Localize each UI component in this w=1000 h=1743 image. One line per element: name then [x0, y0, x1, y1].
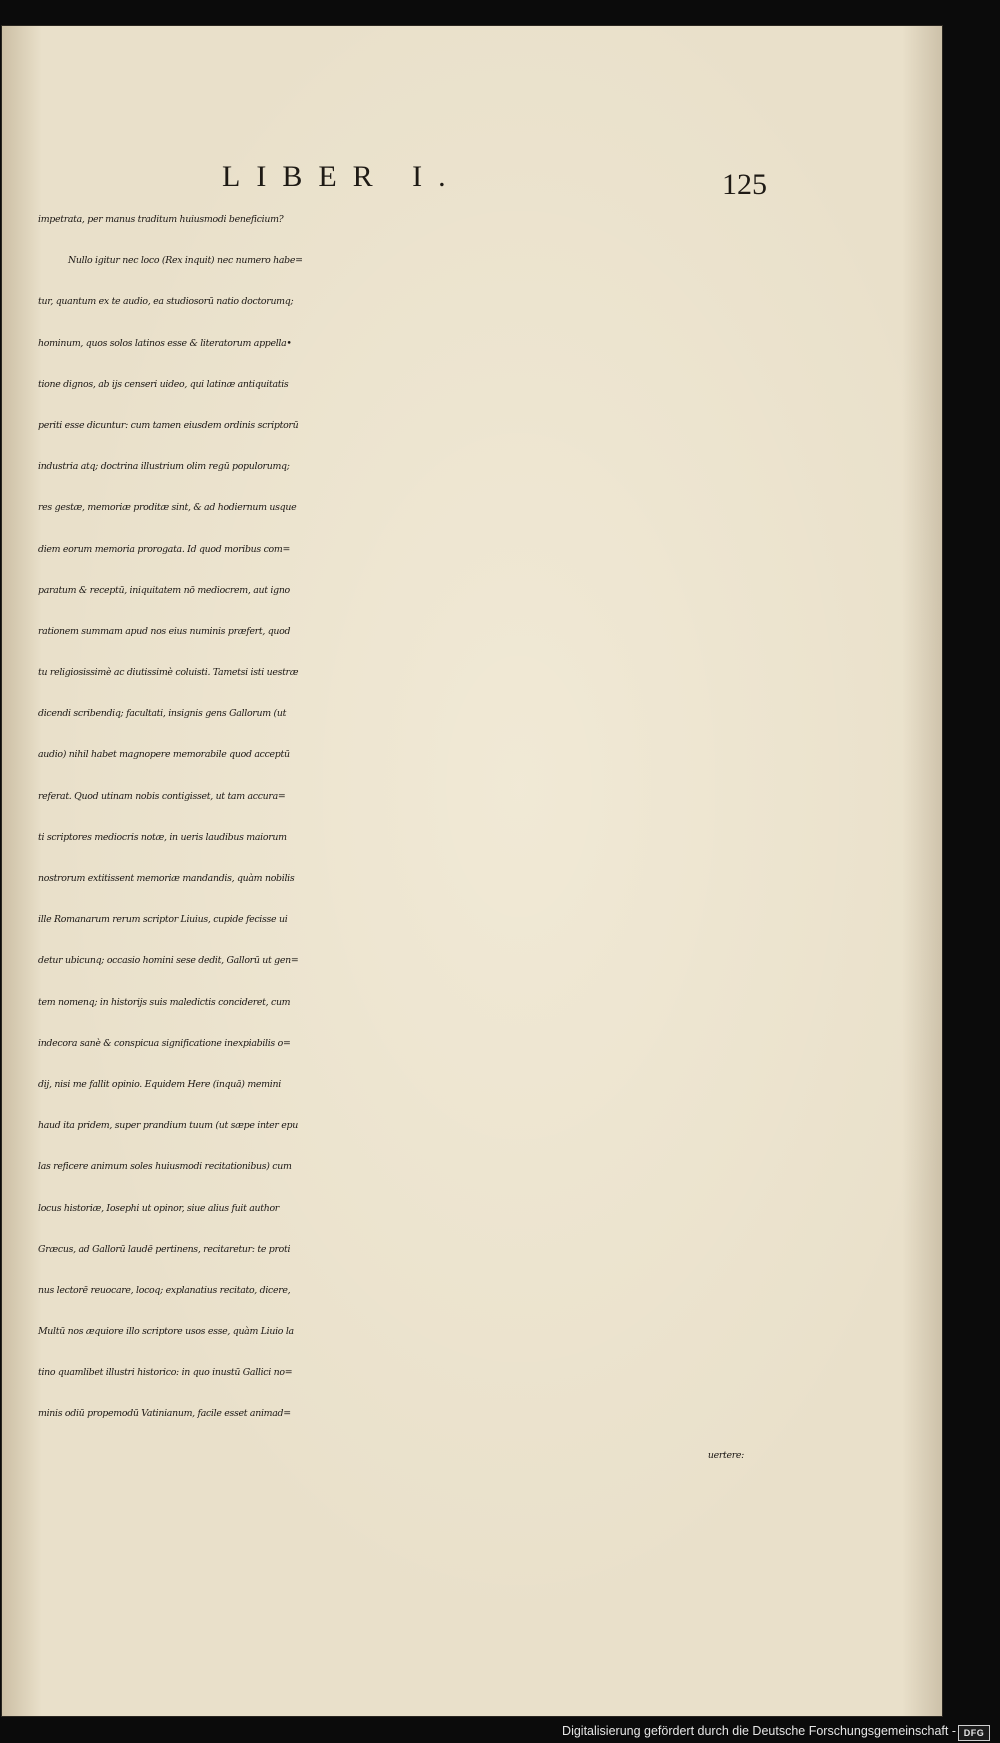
running-head: LIBER I.: [222, 160, 462, 193]
text-line: tione dignos, ab ijs censeri uideo, qui latinæ antiquitatis: [38, 378, 289, 390]
text-line: ti scriptores mediocris notæ, in ueris laudibus maiorum: [38, 831, 287, 843]
text-line: diem eorum memoria prorogata. Id quod moribus com=: [38, 543, 291, 555]
text-line: hominum, quos solos latinos esse & literatorum appella•: [38, 337, 292, 349]
text-line: minis odiū propemodū Vatinianum, facile esset animad=: [38, 1408, 291, 1420]
folio-number: 125: [722, 168, 767, 201]
text-line: detur ubicunq; occasio homini sese dedit, Gallorū ut gen=: [38, 955, 299, 967]
dfg-logo: DFG: [958, 1725, 990, 1741]
text-line: dij, nisi me fallit opinio. Equidem Here (inquā) memini: [38, 1078, 281, 1090]
footer-bar: [0, 1722, 1000, 1743]
book-page: [2, 26, 942, 1716]
text-line: res gestæ, memoriæ proditæ sint, & ad hodiernum usque: [38, 502, 297, 514]
body-text: [38, 199, 748, 1476]
text-line: periti esse dicuntur: cum tamen eiusdem ordinis scriptorū: [38, 419, 299, 431]
text-line: paratum & receptū, iniquitatem nō mediocrem, aut igno: [38, 584, 290, 596]
page-header: [2, 134, 942, 201]
funding-credit: Digitalisierung gefördert durch die Deutsche Forschungsgemeinschaft -: [562, 1724, 956, 1738]
catchword: uertere:: [707, 1449, 744, 1461]
text-line: Nullo igitur nec loco (Rex inquit) nec numero habe=: [68, 255, 303, 267]
text-line: Multū nos æquiore illo scriptore usos esse, quàm Liuio la: [38, 1326, 294, 1338]
text-line: dicendi scribendiq; facultati, insignis gens Gallorum (ut: [38, 708, 287, 720]
text-line: nus lectorē reuocare, locoq; explanatius recitato, dicere,: [38, 1284, 291, 1296]
text-line: ille Romanarum rerum scriptor Liuius, cupide fecisse ui: [38, 914, 288, 926]
text-line: indecora sanè & conspicua significatione inexpiabilis o=: [38, 1037, 291, 1049]
text-line: tur, quantum ex te audio, ea studiosorū natio doctorumq;: [38, 296, 294, 308]
text-line: audio) nihil habet magnopere memorabile quod acceptū: [38, 749, 290, 761]
text-line: impetrata, per manus traditum huiusmodi beneficium?: [38, 214, 284, 225]
text-line: industria atq; doctrina illustrium olim regū populorumq;: [38, 461, 290, 473]
text-line: referat. Quod utinam nobis contigisset, ut tam accura=: [38, 790, 286, 802]
text-line: rationem summam apud nos eius numinis præfert, quod: [38, 625, 291, 637]
text-line: locus historiæ, Iosephi ut opinor, siue alius fuit author: [38, 1202, 279, 1214]
text-line: tem nomenq; in historijs suis maledictis concideret, cum: [38, 996, 291, 1008]
text-line: nostrorum extitissent memoriæ mandandis, quàm nobilis: [38, 873, 295, 884]
text-line: tino quamlibet illustri historico: in quo inustū Gallici no=: [38, 1367, 293, 1379]
text-line: Græcus, ad Gallorū laudē pertinens, recitaretur: te proti: [38, 1243, 291, 1255]
text-line: las reficere animum soles huiusmodi recitationibus) cum: [38, 1161, 292, 1173]
text-line: tu religiosissimè ac diutissimè coluisti. Tametsi isti uestræ: [38, 667, 299, 679]
text-line: haud ita pridem, super prandium tuum (ut sæpe inter epu: [38, 1120, 298, 1132]
